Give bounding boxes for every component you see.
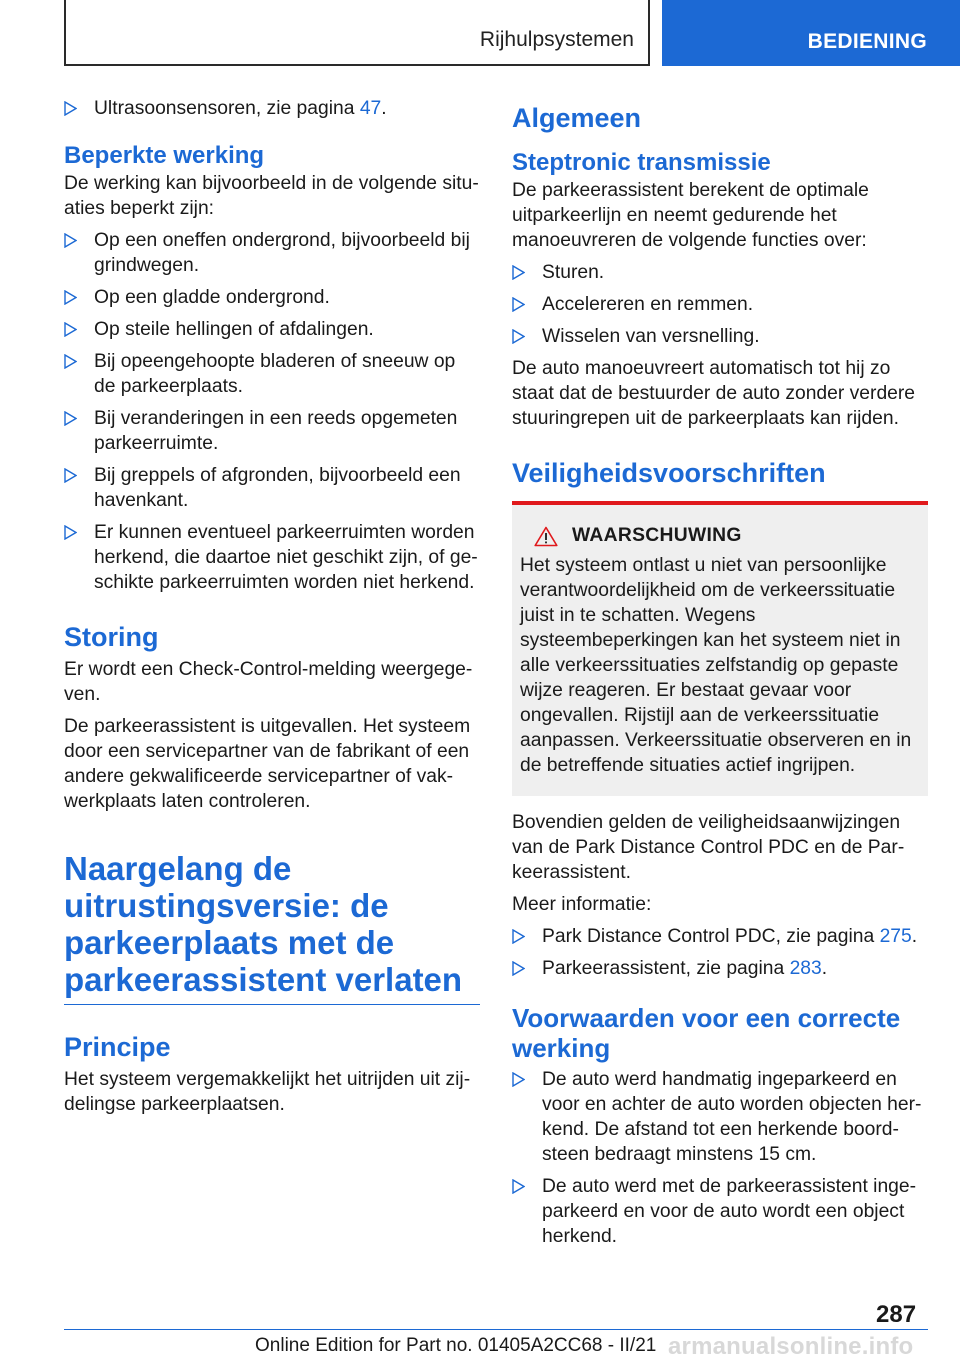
list-item-text: Op een gladde ondergrond. — [94, 287, 330, 308]
page-link[interactable]: 275 — [879, 926, 912, 947]
info-list — [512, 924, 928, 981]
list-item-suffix: . — [821, 958, 828, 979]
list-item-text: Ultrasoonsensoren, zie pagina — [94, 98, 360, 119]
bovendien-paragraph: Bovendien gelden de veiligheidsaanwijzingen van de Park Distance Control PDC en de Parkeerassistent. — [512, 812, 905, 883]
bullet-triangle-icon — [512, 927, 526, 945]
warning-title — [520, 525, 920, 547]
list-item — [512, 956, 928, 981]
list-item — [64, 228, 480, 278]
warning-label: WAARSCHUWING — [572, 525, 742, 546]
bullet-triangle-icon — [64, 231, 78, 249]
beperkte-werking-intro: De werking kan bijvoorbeeld in de volgende situaties beperkt zijn: — [64, 173, 479, 219]
bullet-triangle-icon — [512, 1177, 526, 1195]
principe-paragraph: Het systeem vergemakkelijkt het uitrijden uit zijdelingse parkeerplaatsen. — [64, 1069, 471, 1115]
list-item-text: Op een oneffen ondergrond, bijvoorbeeld bij grindwegen. — [94, 230, 470, 276]
warning-text: Het systeem ontlast u niet van persoonlijke verantwoordelijkheid om de verkeerssituatie juist in te schatten. Wegens systeembeperkingen kan het systeem niet in alle verkeerssituaties zelfstandig op gepaste wijze reageren. Er bestaat gevaar voor ongevallen. Rijstijl aan de verkeerssituatie aanpassen. Verkeerssituatie observeren en in de betreffende situaties actief ingrijpen. — [520, 555, 912, 776]
storing-paragraph-2: De parkeerassistent is uitgevallen. Het systeem door een servicepartner van de fabrikant of een andere gekwalificeerde servicepartner of vakwerkplaats laten controleren. — [64, 716, 471, 812]
header-chapter-title: BEDIENING — [807, 30, 927, 53]
bullet-triangle-icon — [512, 263, 526, 281]
list-item-text: Accelereren en remmen. — [542, 294, 754, 315]
bullet-triangle-icon — [64, 288, 78, 306]
principe-heading: Principe — [64, 1032, 171, 1062]
storing-paragraph-1: Er wordt een Check-Control-melding weergegeven. — [64, 659, 473, 705]
bullet-triangle-icon — [64, 466, 78, 484]
list-item — [512, 292, 928, 317]
meer-info-label: Meer informatie: — [512, 894, 652, 915]
steptronic-after: De auto manoeuvreert automatisch tot hij zo staat dat de bestuurder de auto zonder verdere stuuringrepen uit de parkeerplaats kan rijden. — [512, 358, 916, 429]
list-item-text: Parkeerassistent, zie pagina — [542, 958, 790, 979]
list-item-text: Er kunnen eventueel parkeerruimten worden herkend, die daartoe niet geschikt zijn, of geschikte parkeerruimten worden niet herkend. — [94, 522, 478, 593]
list-item-text: Wisselen van versnelling. — [542, 326, 760, 347]
list-item — [64, 463, 480, 513]
header-chapter-tab — [662, 0, 960, 66]
veiligheid-heading: Veiligheidsvoorschriften — [512, 458, 826, 488]
bullet-triangle-icon — [512, 327, 526, 345]
list-item — [512, 260, 928, 285]
watermark: armanualsonline.info — [668, 1333, 914, 1360]
list-item-suffix: . — [911, 926, 918, 947]
right-column — [512, 96, 928, 1256]
list-item — [512, 924, 928, 949]
footer-edition: Online Edition for Part no. 01405A2CC68 - II/21 — [255, 1335, 657, 1356]
storing-heading: Storing — [64, 622, 159, 652]
page-link[interactable]: 47 — [359, 98, 382, 119]
page-number: 287 — [876, 1301, 917, 1328]
bullet-triangle-icon — [64, 320, 78, 338]
warning-triangle-icon — [534, 526, 558, 547]
list-item — [64, 520, 480, 595]
voorwaarden-heading: Voorwaarden voor een correcte werking — [512, 1003, 901, 1063]
bullet-triangle-icon — [64, 352, 78, 370]
main-section-heading: Naargelang de uitrustingsversie: de parkeerplaats met de parkeerassistent verlaten — [64, 850, 463, 998]
list-item-suffix: . — [381, 98, 387, 119]
bullet-triangle-icon — [512, 1070, 526, 1088]
bullet-triangle-icon — [64, 523, 78, 541]
list-item — [64, 96, 480, 121]
bullet-triangle-icon — [512, 959, 526, 977]
heading-divider — [64, 1004, 480, 1005]
list-item-text: Sturen. — [542, 262, 605, 283]
steptronic-intro: De parkeerassistent berekent de optimale uitparkeerlijn en neemt gedurende het manoeuvreren de volgende functies over: — [512, 180, 869, 251]
list-item — [64, 349, 480, 399]
list-item — [64, 285, 480, 310]
list-item — [64, 317, 480, 342]
bullet-triangle-icon — [64, 409, 78, 427]
header-section-title: Rijhulpsystemen — [479, 28, 634, 51]
bullet-triangle-icon — [512, 295, 526, 313]
list-item-text: De auto werd met de parkeerassistent ingeparkeerd en voor de auto wordt een object herkend. — [542, 1176, 917, 1247]
left-column — [64, 96, 480, 1124]
list-item-text: Bij greppels of afgronden, bijvoorbeeld een havenkant. — [94, 465, 461, 511]
list-item — [512, 1174, 928, 1249]
bullet-triangle-icon — [64, 99, 78, 117]
list-item-text: Park Distance Control PDC, zie pagina — [542, 926, 880, 947]
list-item-text: Bij veranderingen in een reeds opgemeten parkeerruimte. — [94, 408, 458, 454]
algemeen-heading: Algemeen — [512, 103, 642, 133]
footer-divider — [64, 1329, 928, 1330]
list-item — [64, 406, 480, 456]
beperkte-werking-heading: Beperkte werking — [64, 142, 265, 169]
page-link[interactable]: 283 — [789, 958, 822, 979]
list-item-text: De auto werd handmatig ingeparkeerd en voor en achter de auto worden objecten herkend. De afstand tot een herkende boordsteen bedraagt minstens 15 cm. — [542, 1069, 922, 1165]
list-item-text: Bij opeengehoopte bladeren of sneeuw op de parkeerplaats. — [94, 351, 456, 397]
steptronic-heading: Steptronic transmissie — [512, 149, 771, 176]
voorwaarden-list — [512, 1067, 928, 1249]
beperkte-werking-list — [64, 228, 480, 595]
list-item — [512, 1067, 928, 1167]
top-bullet-list — [64, 96, 480, 121]
steptronic-list — [512, 260, 928, 349]
warning-box — [512, 501, 928, 796]
header-section-box — [64, 0, 650, 66]
list-item — [512, 324, 928, 349]
list-item-text: Op steile hellingen of afdalingen. — [94, 319, 374, 340]
